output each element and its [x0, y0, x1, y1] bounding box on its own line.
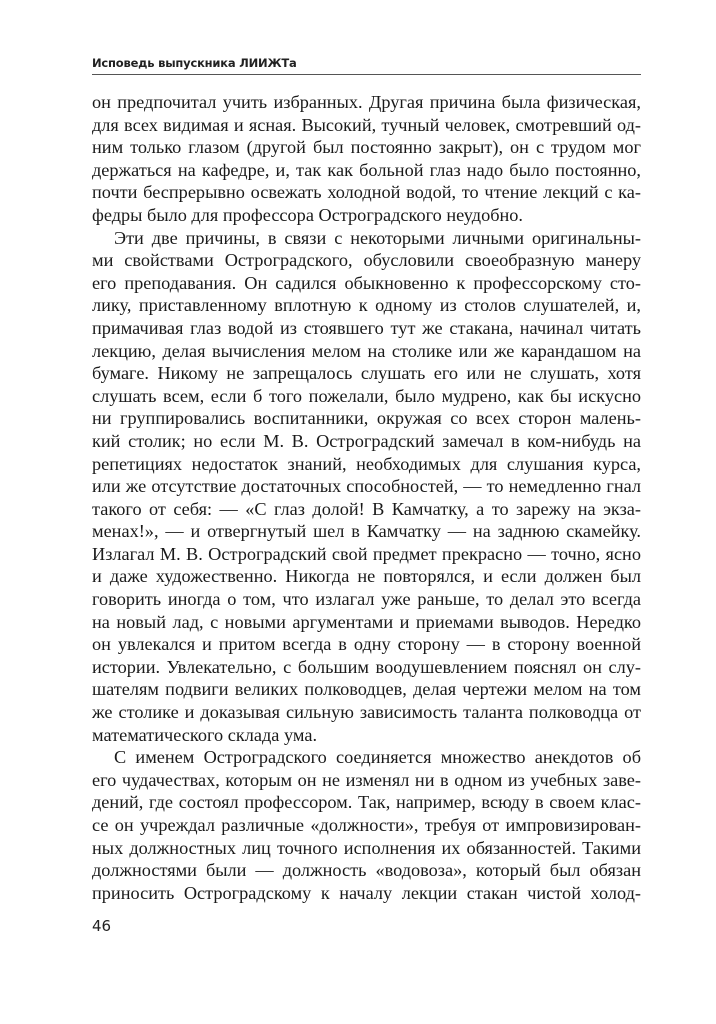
paragraph [92, 227, 641, 747]
text-line: Излагал М. В. Остроградский свой предмет прекрасно — точно, ясно [92, 543, 641, 564]
text-line: дений, где состоял профессором. Так, например, всюду в своем клас- [92, 792, 641, 813]
page-number: 46 [92, 917, 112, 935]
text-line: лекцию, делая вычисления мелом на столике или же карандашом на [92, 340, 641, 361]
text-line: Эти две причины, в связи с некоторыми личными оригинальны- [114, 227, 641, 248]
text-line: менах!», — и отвергнутый шел в Камчатку — на заднюю скамейку. [92, 521, 641, 542]
text-line: должностями были — должность «водовоза», который был обязан [92, 860, 641, 881]
text-line: почти беспрерывно освежать холодной водой, то чтение лекций с ка- [92, 182, 641, 203]
text-line: ни группировались воспитанники, окружая со всех сторон малень- [92, 408, 641, 429]
text-line: ных должностных лиц точного исполнения их обязанностей. Такими [92, 837, 641, 858]
text-line: шателям подвиги великих полководцев, делая чертежи мелом на том [92, 679, 641, 700]
text-line: такого от себя: — «С глаз долой! В Камчатку, а то зарежу на экза- [92, 498, 641, 519]
text-line: он предпочитал учить избранных. Другая причина была физическая, [92, 92, 641, 112]
text-line: для всех видимая и ясная. Высокий, тучный человек, смотревший од- [92, 114, 641, 135]
paragraph [92, 91, 641, 227]
text-line: се он учреждал различные «должности», требуя от импровизирован- [92, 815, 641, 835]
text-line: истории. Увлекательно, с большим воодушевлением пояснял он слу- [92, 656, 641, 677]
text-line: и даже художественно. Никогда не повторялся, и если должен был [92, 566, 641, 587]
text-line: или же отсутствие достаточных способностей, — то немедленно гнал [92, 476, 641, 497]
text-line: слушать всем, если б того пожелали, было мудрено, как бы искусно [92, 385, 641, 406]
text-line: кий столик; но если М. В. Остроградский замечал в ком-нибудь на [92, 430, 641, 451]
text-line: на новый лад, с новыми аргументами и приемами выводов. Нередко [92, 611, 641, 632]
text-line: его преподавания. Он садился обыкновенно к профессорскому сто- [92, 272, 641, 293]
text-line: же столике и доказывая сильную зависимость таланта полководца от [92, 702, 641, 723]
text-line: держаться на кафедре, и, так как больной глаз надо было постоянно, [92, 159, 641, 180]
text-line: примачивая глаз водой из стоявшего тут же стакана, начинал читать [92, 317, 641, 338]
text-line: его чудачествах, которым он не изменял ни в одном из учебных заве- [92, 769, 641, 790]
text-line: федры было для профессора Остроградского неудобно. [92, 204, 524, 225]
book-page [92, 56, 641, 904]
text-line: ним только глазом (другой был постоянно закрыт), он с трудом мог [92, 137, 641, 158]
paragraph [92, 746, 641, 904]
text-line: он увлекался и притом всегда в одну сторону — в сторону военной [92, 634, 641, 655]
text-line: математического склада ума. [92, 724, 318, 745]
text-line: лику, приставленному вплотную к одному из столов слушателей, и, [92, 295, 641, 316]
body-text [92, 91, 641, 904]
running-head: Исповедь выпускника ЛИИЖТа [92, 56, 641, 75]
text-line: ми свойствами Остроградского, обусловили своеобразную манеру [92, 250, 641, 271]
text-line: приносить Остроградскому к началу лекции стакан чистой холод- [92, 882, 641, 903]
text-line: говорить иногда о том, что излагал уже раньше, то делал это всегда [92, 589, 641, 610]
text-line: бумаге. Никому не запрещалось слушать его или не слушать, хотя [92, 363, 641, 384]
text-line: С именем Остроградского соединяется множество анекдотов об [114, 747, 641, 768]
text-line: репетициях недостаток знаний, необходимых для слушания курса, [92, 453, 641, 474]
